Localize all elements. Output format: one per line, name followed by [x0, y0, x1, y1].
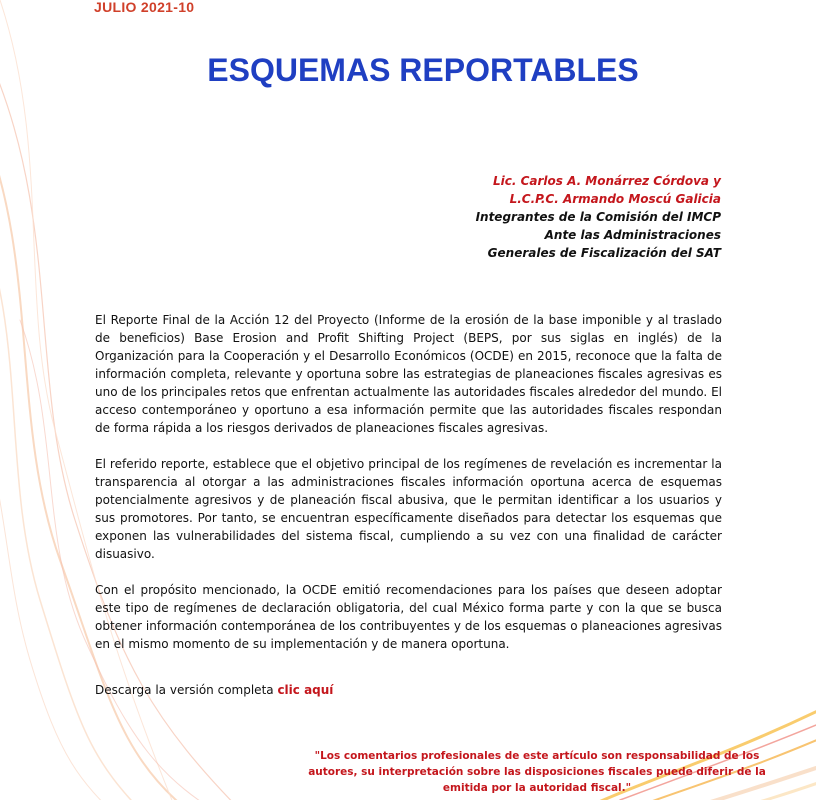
author-line-2: L.C.P.C. Armando Moscú Galicia	[509, 192, 721, 206]
author-affiliation-2: Ante las Administraciones	[544, 228, 721, 242]
paragraph-1: El Reporte Final de la Acción 12 del Proyecto (Informe de la erosión de la base imponible y al traslado de beneficios) Base Erosion and Profit Shifting Project (BEPS, por sus siglas en inglés) de la Organización para la Cooperación y el Desarrollo Económicos (OCDE) en 2015, reconoce que la falta de información completa, relevante y oportuna sobre las estrategias de planeaciones fiscales agresivas es uno de los principales retos que enfrentan actualmente las autoridades fiscales alrededor del mundo. El acceso contemporáneo y oportuno a esa información permite que las autoridades fiscales respondan de forma rápida a los riesgos derivados de planeaciones fiscales agresivas.	[95, 313, 722, 435]
paragraph-3: Con el propósito mencionado, la OCDE emitió recomendaciones para los países que deseen adoptar este tipo de regímenes de declaración obligatoria, del cual México forma parte y con la que se busca obtener información contemporánea de los contribuyentes y de los esquemas o planeaciones agresivas en el mismo momento de su implementación y de manera oportuna.	[95, 583, 722, 651]
article-body	[95, 311, 722, 699]
author-affiliation-1: Integrantes de la Comisión del IMCP	[475, 210, 721, 224]
issue-date: JULIO 2021-10	[94, 0, 195, 15]
authors-block	[476, 172, 721, 262]
paragraph-2: El referido reporte, establece que el objetivo principal de los regímenes de revelación es incrementar la transparencia al otorgar a las administraciones fiscales información oportuna acerca de esquemas potencialmente agresivos y de planeación fiscal abusiva, que le permitan identificar a los usuarios y sus promotores. Por tanto, se encuentran específicamente diseñados para detectar los esquemas que exponen las vulnerabilidades del sistema fiscal, cumpliendo a su vez con una finalidad de carácter disuasivo.	[95, 457, 722, 561]
disclaimer-note: "Los comentarios profesionales de este artículo son responsabilidad de los autores, su interpretación sobre las disposiciones fiscales puede diferir de la emitida por la autoridad fiscal."	[308, 750, 766, 794]
author-affiliation-3: Generales de Fiscalización del SAT	[487, 246, 721, 260]
download-text: Descarga la versión completa	[95, 683, 278, 697]
download-link[interactable]: clic aquí	[277, 683, 334, 697]
page-title: ESQUEMAS REPORTABLES	[207, 52, 639, 88]
download-line	[95, 681, 722, 699]
author-line-1: Lic. Carlos A. Monárrez Córdova y	[492, 174, 721, 188]
